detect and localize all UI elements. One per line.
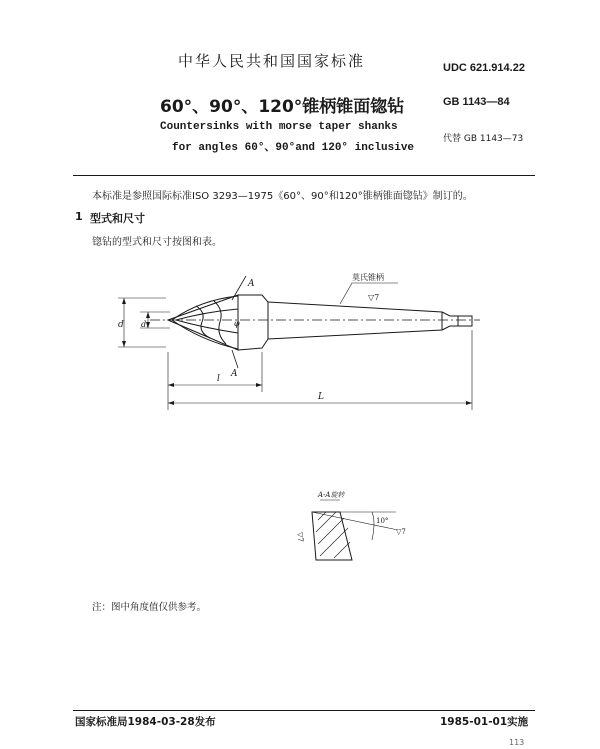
dim-label-l: l (217, 374, 220, 384)
document-title-en-line1: Countersinks with morse taper shanks (160, 121, 398, 133)
dim-label-d1: d₁ (141, 320, 150, 329)
udc-code: UDC 621.914.22 (443, 62, 525, 74)
document-title-en-line2: for angles 60°、90°and 120° inclusive (172, 142, 415, 154)
flute-edge-2 (214, 301, 226, 344)
footnote: 注：图中角度值仅供参考。 (92, 602, 207, 613)
footer-divider (73, 710, 535, 711)
flute-mid-upper (176, 309, 238, 320)
roughness-symbol: ▽7 (368, 293, 380, 302)
standard-org-title: 中华人民共和国国家标准 (178, 52, 366, 70)
dim-label-L: L (318, 392, 324, 402)
tang-end (458, 316, 472, 326)
section-number: 1 (75, 210, 83, 223)
angle-arc (372, 512, 374, 540)
section-angle-value: 10° (376, 517, 389, 525)
section-roughness: ▽7 (396, 528, 406, 536)
section-arrow-top (232, 276, 246, 300)
section-mark-a-top: A (248, 279, 255, 289)
section-text: 锪钻的型式和尺寸按图和表。 (92, 237, 222, 248)
cutter-body (238, 295, 268, 350)
section-view-label: A-A旋转 (318, 491, 345, 499)
standard-number: GB 1143—84 (443, 96, 510, 108)
intro-paragraph: 本标准是参照国际标准ISO 3293—1975《60°、90°和120°锥柄锥面锪钻》制订的。 (92, 191, 473, 202)
shank-tang (442, 312, 458, 330)
effective-date: 1985-01-01实施 (440, 716, 529, 728)
angle-label-phi: φ (234, 319, 240, 328)
page-number: 113 (509, 738, 525, 747)
morse-taper-shank (268, 302, 442, 339)
shank-label: 莫氏锥柄 (352, 273, 384, 282)
dim-label-d: d (118, 320, 124, 330)
section-title: 型式和尺寸 (90, 212, 145, 225)
flute-mid-lower (176, 320, 238, 333)
flute-upper (172, 296, 238, 320)
section-mark-a-bottom: A (231, 369, 238, 379)
dim-l-extension (168, 352, 262, 410)
section-arrow-bottom (232, 350, 238, 368)
document-title-cn: 60°、90°、120°锥柄锥面锪钻 (160, 97, 405, 117)
replaces-standard: 代替 GB 1143—73 (443, 134, 524, 144)
section-roughness-side: ▽7 (296, 532, 304, 542)
issue-date: 国家标准局1984-03-28发布 (75, 716, 216, 728)
countersink-cone (168, 295, 238, 350)
